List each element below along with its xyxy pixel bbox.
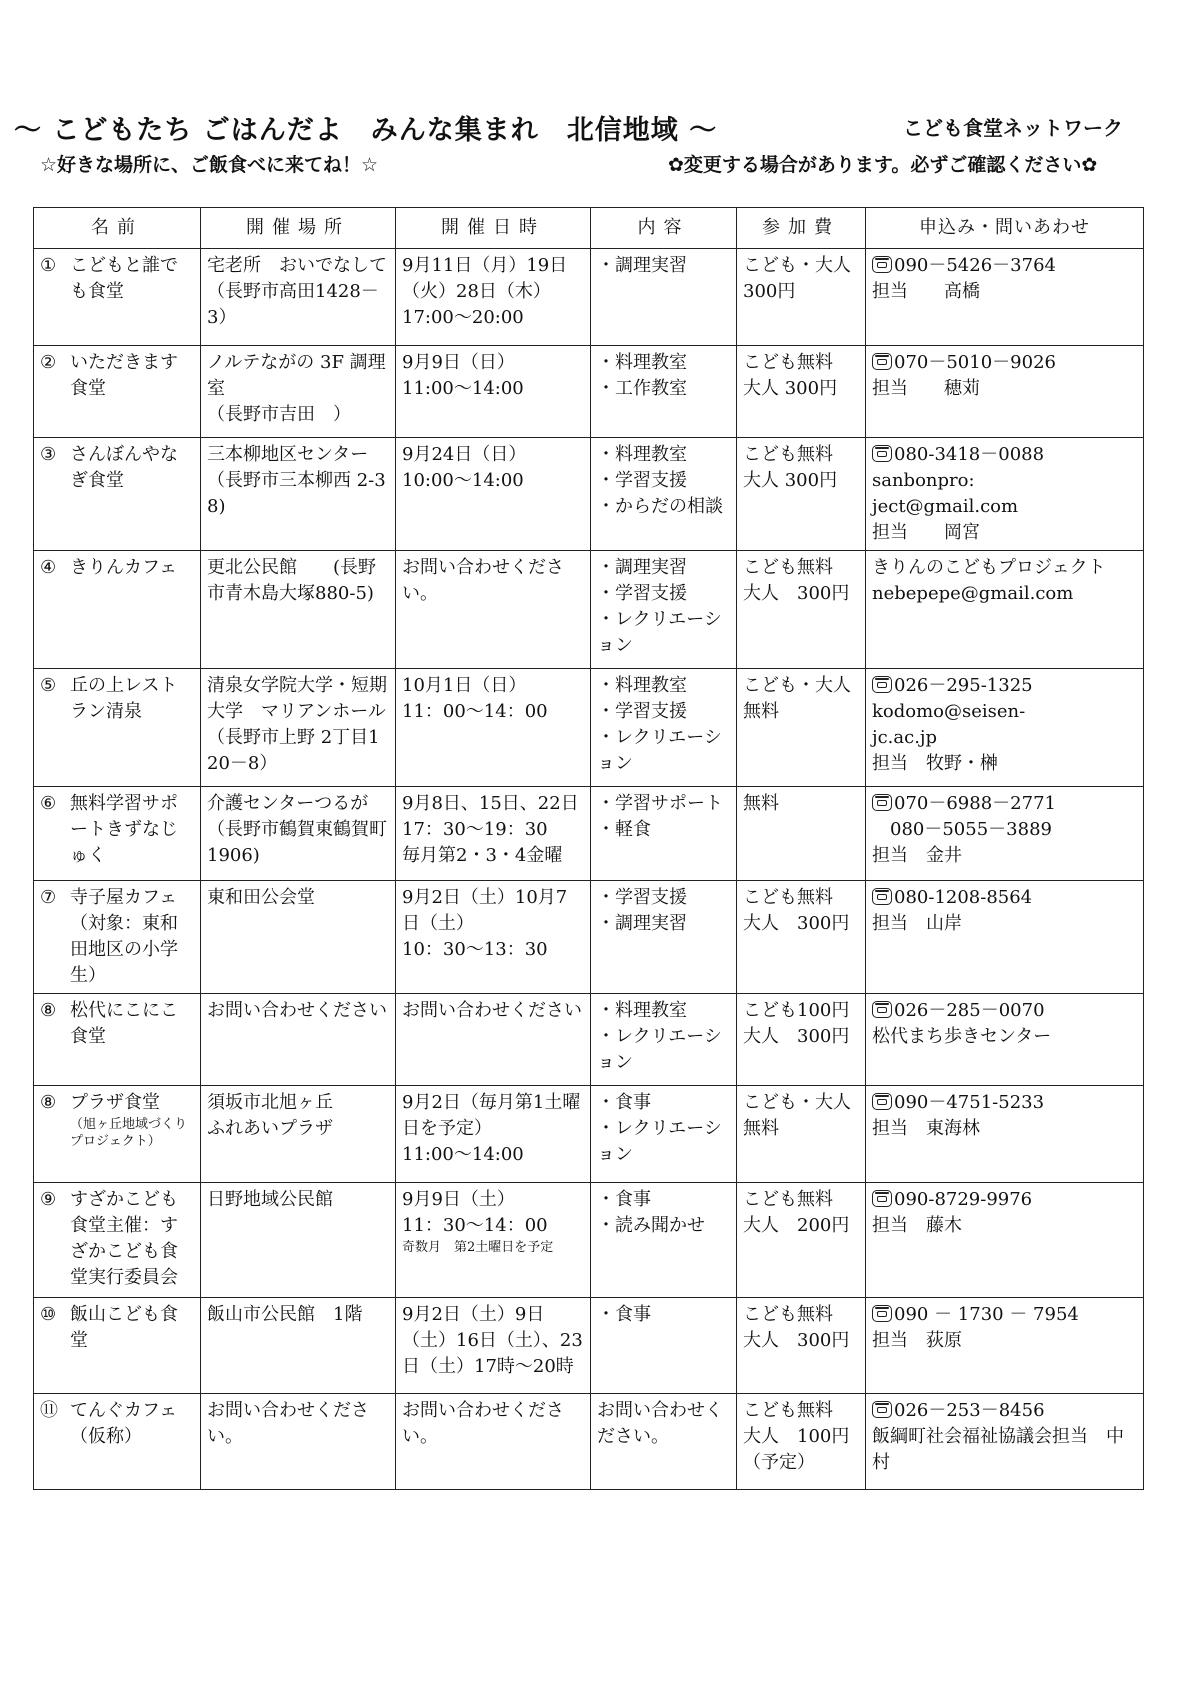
fee-cell <box>737 249 869 346</box>
name-wrap <box>40 673 194 725</box>
datetime-line: 9月2日（毎月第1土曜日を予定） <box>402 1092 581 1139</box>
contact-text: 担当 東海林 <box>872 1118 980 1139</box>
name-cell <box>34 249 201 346</box>
contact-text: 080－5055－3889 <box>872 819 1052 840</box>
name-cell <box>34 1394 201 1490</box>
content-line: ・食事 <box>597 1304 651 1325</box>
row-number: ⑧ <box>40 1092 57 1113</box>
content-cell <box>591 1183 737 1298</box>
content-cell <box>591 1394 737 1490</box>
venue-cell <box>201 994 396 1086</box>
content-line: ・レクリエーション <box>597 1026 722 1073</box>
content-line: ・軽食 <box>597 819 651 840</box>
fee-line: こども・大人 無料 <box>743 675 869 722</box>
content-line: ・学習支援 <box>597 470 687 491</box>
table-row <box>34 994 1144 1086</box>
contact-line <box>872 1116 1137 1142</box>
datetime-line: お問い合わせください。 <box>402 1400 564 1447</box>
content-cell <box>591 551 737 669</box>
content-line: ・レクリエーション <box>597 609 722 656</box>
content-cell <box>591 1298 737 1394</box>
contact-text: 090－5426－3764 <box>894 255 1056 276</box>
contact-line <box>872 998 1137 1024</box>
contact-line <box>872 350 1137 376</box>
phone-icon <box>872 1001 892 1018</box>
datetime-line: 9月8日、15日、22日 <box>402 793 579 814</box>
event-name: こどもと誰でも食堂 <box>70 255 178 302</box>
datetime-cell <box>396 994 591 1086</box>
contact-text: 担当 岡宮 <box>872 522 980 543</box>
contact-text: 090-8729-9976 <box>894 1189 1033 1210</box>
contact-text: 080-1208-8564 <box>894 887 1033 908</box>
contact-text: 090 － 1730 － 7954 <box>894 1304 1079 1325</box>
content-line: お問い合わせください。 <box>597 1400 723 1447</box>
contact-line <box>872 279 1137 305</box>
datetime-line: 9月2日（土）9日（土）16日（土）、23日（土）17時～20時 <box>402 1304 583 1377</box>
table-row <box>34 1183 1144 1298</box>
subtitle-right: ✿変更する場合があります。必ずご確認ください✿ <box>668 154 1098 176</box>
fee-line: こども無料 <box>743 352 833 373</box>
content-line: ・レクリエーション <box>597 727 722 774</box>
name-cell <box>34 551 201 669</box>
fee-cell <box>737 787 866 881</box>
datetime-line: 9月2日（土）10月7日（土） <box>402 887 568 934</box>
content-line: ・工作教室 <box>597 378 687 399</box>
content-line: ・食事 <box>597 1092 651 1113</box>
events-table <box>33 207 1144 1490</box>
contact-cell <box>866 787 1144 881</box>
name-wrap <box>40 1302 194 1354</box>
contact-line <box>872 1302 1137 1328</box>
header-name: 名前 <box>34 208 201 249</box>
contact-line <box>872 673 1137 699</box>
venue-cell <box>201 1298 396 1394</box>
contact-text: 松代まち歩きセンター <box>872 1026 1052 1047</box>
datetime-line: 17:00～20:00 <box>402 307 524 328</box>
datetime-cell <box>396 1183 591 1298</box>
venue-cell <box>201 669 396 787</box>
phone-icon <box>872 794 892 811</box>
fee-line: こども無料 <box>743 887 833 908</box>
event-name-note: （旭ヶ丘地域づくりプロジェクト） <box>70 1117 188 1149</box>
name-cell <box>34 1183 201 1298</box>
name-wrap <box>40 791 194 869</box>
contact-text: 担当 山岸 <box>872 913 962 934</box>
contact-line <box>872 791 1137 817</box>
fee-line: こども無料 <box>743 444 833 465</box>
header-content: 内容 <box>591 208 737 249</box>
content-line: ・調理実習 <box>597 913 687 934</box>
content-line: ・調理実習 <box>597 557 687 578</box>
contact-line <box>872 911 1137 937</box>
row-number: ⑤ <box>40 675 57 696</box>
fee-cell <box>737 438 866 551</box>
datetime-line: お問い合わせください <box>402 1000 582 1021</box>
contact-line <box>872 1090 1137 1116</box>
datetime-line: 10：30～13：30 <box>402 939 548 960</box>
name-cell <box>34 1086 201 1183</box>
content-line: ・読み聞かせ <box>597 1215 705 1236</box>
event-name: 丘の上レストラン清泉 <box>70 675 178 722</box>
venue-line: 介護センターつるが（長野市鶴賀東鶴賀町1906) <box>207 793 387 866</box>
content-line: ・学習支援 <box>597 887 687 908</box>
fee-line: 大人 300円 <box>743 1026 850 1047</box>
fee-line: 大人 300円 <box>743 470 838 491</box>
datetime-line: 9月11日（月）19日（火）28日（木） <box>402 255 568 302</box>
contact-text: ject@gmail.com <box>872 496 1019 517</box>
header-fee: 参加費 <box>737 208 866 249</box>
datetime-cell <box>396 438 591 551</box>
fee-line: 大人 200円 <box>743 1215 850 1236</box>
name-wrap <box>40 885 194 989</box>
venue-line: 三本柳地区センター（長野市三本柳西 2-38) <box>207 444 386 517</box>
contact-line <box>872 468 1137 494</box>
name-cell <box>34 994 201 1086</box>
datetime-line: 9月9日（土） <box>402 1189 515 1210</box>
datetime-cell <box>396 669 591 787</box>
contact-cell <box>866 1394 1144 1490</box>
contact-line <box>872 1213 1137 1239</box>
event-name: 飯山こども食堂 <box>70 1304 178 1351</box>
datetime-cell <box>396 1086 591 1183</box>
phone-icon <box>872 676 892 693</box>
datetime-cell <box>396 551 591 669</box>
subtitle-left: ☆好きな場所に、ご飯食べに来てね！☆ <box>40 154 379 176</box>
name-wrap <box>40 1187 194 1291</box>
venue-cell <box>201 1086 396 1183</box>
venue-cell <box>201 249 396 346</box>
contact-text: 担当 牧野・榊 <box>872 753 998 774</box>
content-cell <box>591 787 737 881</box>
phone-icon <box>872 445 892 462</box>
contact-text: 担当 穂苅 <box>872 378 980 399</box>
content-line: ・料理教室 <box>597 675 687 696</box>
table-row <box>34 787 1144 881</box>
table-header-row <box>34 208 1144 249</box>
datetime-line: 17：30～19：30 <box>402 819 548 840</box>
phone-icon <box>872 1401 892 1418</box>
name-wrap <box>40 555 194 581</box>
contact-line <box>872 751 1137 777</box>
datetime-line: 9月9日（日） <box>402 352 515 373</box>
table-body <box>34 249 1144 1490</box>
contact-cell <box>866 249 1144 346</box>
table-row <box>34 669 1144 787</box>
datetime-line: 11:00～14:00 <box>402 378 524 399</box>
event-name: てんぐカフェ（仮称） <box>70 1400 178 1447</box>
contact-line <box>872 520 1137 546</box>
contact-text: sanbonpro: <box>872 470 975 491</box>
venue-line: 日野地域公民館 <box>207 1189 333 1210</box>
content-cell <box>591 994 737 1086</box>
venue-cell <box>201 438 396 551</box>
content-line: ・学習支援 <box>597 583 687 604</box>
table-row <box>34 551 1144 669</box>
contact-cell <box>866 669 1144 787</box>
datetime-cell <box>396 1394 591 1490</box>
datetime-line: 10:00～14:00 <box>402 470 524 491</box>
row-number: ⑪ <box>40 1400 58 1421</box>
content-line: ・料理教室 <box>597 1000 687 1021</box>
venue-cell <box>201 1183 396 1298</box>
row-number: ⑨ <box>40 1189 57 1210</box>
content-cell <box>591 249 737 346</box>
fee-line: 大人 100円 <box>743 1426 850 1447</box>
fee-line: 大人 300円 <box>743 583 850 604</box>
table-row <box>34 438 1144 551</box>
content-line: ・料理教室 <box>597 352 687 373</box>
contact-line <box>872 725 1137 751</box>
name-cell <box>34 669 201 787</box>
content-line: ・学習支援 <box>597 701 687 722</box>
contact-cell <box>866 1183 1144 1298</box>
name-cell <box>34 346 201 438</box>
contact-line <box>872 1328 1137 1354</box>
fee-line: こども無料 <box>743 1400 833 1421</box>
contact-cell <box>866 994 1144 1086</box>
contact-line <box>872 581 1137 607</box>
venue-cell <box>201 346 396 438</box>
contact-text: 070－6988－2771 <box>894 793 1056 814</box>
table-row <box>34 1298 1144 1394</box>
name-cell <box>34 787 201 881</box>
table-row <box>34 1394 1144 1490</box>
contact-text: 026－253－8456 <box>894 1400 1045 1421</box>
row-number: ② <box>40 352 57 373</box>
fee-cell <box>737 881 866 994</box>
fee-line: こども・大人 無料 <box>743 1092 869 1139</box>
venue-line: お問い合わせください。 <box>207 1400 369 1447</box>
name-wrap <box>40 1398 194 1450</box>
event-name: 松代にこにこ食堂 <box>70 1000 178 1047</box>
contact-line <box>872 817 1137 843</box>
datetime-line: 毎月第2・3・4金曜 <box>402 845 563 866</box>
contact-cell <box>866 346 1144 438</box>
fee-line: 無料 <box>743 793 779 814</box>
name-wrap <box>40 442 194 494</box>
contact-line <box>872 843 1137 869</box>
name-wrap <box>40 1090 194 1150</box>
event-name: 無料学習サポートきずなじゅく <box>70 793 178 866</box>
contact-text: 070－5010－9026 <box>894 352 1056 373</box>
name-cell <box>34 881 201 994</box>
datetime-line: 11：30～14：00 <box>402 1215 548 1236</box>
contact-text: 担当 藤木 <box>872 1215 962 1236</box>
contact-text: 026－295-1325 <box>894 675 1033 696</box>
organization-name: こども食堂ネットワーク <box>903 116 1123 140</box>
contact-cell <box>866 1298 1144 1394</box>
contact-text: 担当 高橋 <box>872 281 980 302</box>
contact-cell <box>866 438 1144 551</box>
event-name: きりんカフェ <box>70 557 178 578</box>
venue-cell <box>201 551 396 669</box>
row-number: ① <box>40 255 57 276</box>
venue-line: ノルテながの 3F 調理室 <box>207 352 386 399</box>
venue-cell <box>201 787 396 881</box>
event-name: すざかこども食堂主催：すざかこども食堂実行委員会 <box>70 1189 178 1288</box>
datetime-note: 奇数月 第2土曜日を予定 <box>402 1240 554 1255</box>
datetime-cell <box>396 249 591 346</box>
content-line: ・食事 <box>597 1189 651 1210</box>
table-row <box>34 346 1144 438</box>
content-line: ・料理教室 <box>597 444 687 465</box>
contact-cell <box>866 1086 1144 1183</box>
fee-cell <box>737 994 866 1086</box>
name-wrap <box>40 253 194 305</box>
venue-line: 東和田公会堂 <box>207 887 315 908</box>
name-cell <box>34 1298 201 1394</box>
contact-text: きりんのこどもプロジェクト <box>872 557 1106 578</box>
event-name: プラザ食堂 （旭ヶ丘地域づくりプロジェクト） <box>70 1090 194 1150</box>
venue-line: ふれあいプラザ <box>207 1118 333 1139</box>
contact-line <box>872 253 1137 279</box>
row-number: ⑩ <box>40 1304 57 1325</box>
event-name: さんぼんやなぎ食堂 <box>70 444 178 491</box>
row-number: ⑥ <box>40 793 57 814</box>
header-venue: 開催場所 <box>201 208 396 249</box>
table-row <box>34 249 1144 346</box>
fee-line: こども無料 <box>743 1189 833 1210</box>
content-cell <box>591 669 737 787</box>
contact-line <box>872 1424 1137 1476</box>
row-number: ⑧ <box>40 1000 57 1021</box>
page-title: 〜 こどもたち ごはんだよ みんな集まれ 北信地域 〜 <box>14 115 718 146</box>
contact-line <box>872 555 1137 581</box>
datetime-cell <box>396 346 591 438</box>
contact-line <box>872 1024 1137 1050</box>
contact-line <box>872 699 1137 725</box>
contact-line <box>872 1398 1137 1424</box>
contact-text: 担当 荻原 <box>872 1330 962 1351</box>
datetime-line: 11:00～14:00 <box>402 1144 524 1165</box>
content-cell <box>591 438 737 551</box>
contact-cell <box>866 881 1144 994</box>
datetime-line: 11：00～14：00 <box>402 701 548 722</box>
venue-line: 須坂市北旭ヶ丘 <box>207 1092 333 1113</box>
row-number: ④ <box>40 557 57 578</box>
event-name: いただきます食堂 <box>70 352 178 399</box>
header-datetime: 開催日時 <box>396 208 591 249</box>
datetime-line: 10月1日（日） <box>402 675 527 696</box>
fee-line: 大人 300円 <box>743 1330 850 1351</box>
header-contact: 申込み・問いあわせ <box>866 208 1144 249</box>
contact-line <box>872 442 1137 468</box>
datetime-cell <box>396 787 591 881</box>
fee-cell <box>737 346 866 438</box>
venue-line: （長野市吉田 ） <box>207 404 351 425</box>
fee-line: （予定） <box>743 1452 815 1473</box>
phone-icon <box>872 1305 892 1322</box>
fee-line: 大人 300円 <box>743 378 838 399</box>
contact-line <box>872 376 1137 402</box>
contact-text: 026－285－0070 <box>894 1000 1045 1021</box>
name-wrap <box>40 998 194 1050</box>
contact-text: 担当 金井 <box>872 845 962 866</box>
fee-line: こども無料 <box>743 557 833 578</box>
venue-line: 清泉女学院大学・短期大学 マリアンホール（長野市上野 2丁目120－8） <box>207 675 387 774</box>
fee-cell <box>737 1183 866 1298</box>
fee-cell <box>737 669 869 787</box>
phone-icon <box>872 353 892 370</box>
event-name: 寺子屋カフェ（対象：東和田地区の小学生） <box>70 887 178 986</box>
datetime-line: お問い合わせください。 <box>402 557 564 604</box>
fee-cell <box>737 1086 869 1183</box>
contact-cell <box>866 551 1144 669</box>
content-line: ・レクリエーション <box>597 1118 722 1165</box>
row-number: ③ <box>40 444 57 465</box>
table-row <box>34 1086 1144 1183</box>
phone-icon <box>872 256 892 273</box>
fee-line: 大人 300円 <box>743 913 850 934</box>
venue-line: 更北公民館 (長野市青木島大塚880-5) <box>207 557 377 604</box>
venue-line: 飯山市公民館 1階 <box>207 1304 363 1325</box>
venue-line: 宅老所 おいでなして（長野市高田1428－3） <box>207 255 387 328</box>
contact-line <box>872 494 1137 520</box>
phone-icon <box>872 1190 892 1207</box>
phone-icon <box>872 888 892 905</box>
datetime-line: 9月24日（日） <box>402 444 527 465</box>
fee-line: こども100円 <box>743 1000 850 1021</box>
contact-text: 090－4751-5233 <box>894 1092 1045 1113</box>
table-row <box>34 881 1144 994</box>
content-cell <box>591 346 737 438</box>
venue-line: お問い合わせください <box>207 1000 387 1021</box>
contact-text: nebepepe@gmail.com <box>872 583 1074 604</box>
name-wrap <box>40 350 194 402</box>
content-line: ・学習サポート <box>597 793 723 814</box>
contact-line <box>872 885 1137 911</box>
contact-text: 飯綱町社会福祉協議会担当 中村 <box>872 1426 1124 1473</box>
contact-text: kodomo@seisen- <box>872 701 1026 722</box>
phone-icon <box>872 1093 892 1110</box>
content-cell <box>591 881 737 994</box>
contact-text: jc.ac.jp <box>872 727 938 748</box>
datetime-cell <box>396 1298 591 1394</box>
fee-cell <box>737 1394 866 1490</box>
venue-cell <box>201 1394 396 1490</box>
datetime-cell <box>396 881 591 994</box>
contact-line <box>872 1187 1137 1213</box>
fee-cell <box>737 1298 866 1394</box>
content-line: ・からだの相談 <box>597 496 723 517</box>
fee-cell <box>737 551 866 669</box>
name-cell <box>34 438 201 551</box>
fee-line: こども・大人 300円 <box>743 255 869 302</box>
contact-text: 080-3418－0088 <box>894 444 1045 465</box>
content-line: ・調理実習 <box>597 255 687 276</box>
fee-line: こども無料 <box>743 1304 833 1325</box>
venue-cell <box>201 881 396 994</box>
content-cell <box>591 1086 737 1183</box>
row-number: ⑦ <box>40 887 57 908</box>
